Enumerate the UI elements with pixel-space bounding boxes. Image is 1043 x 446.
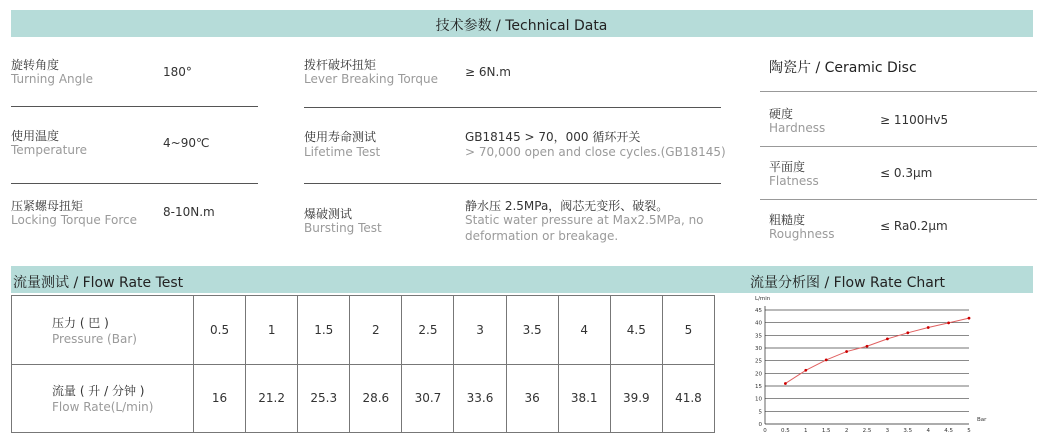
spec-locking-torque-en: Locking Torque Force xyxy=(11,213,137,227)
spec-turning-angle-en: Turning Angle xyxy=(11,72,93,86)
x-tick-label: 0 xyxy=(763,428,767,434)
x-tick-label: 1.5 xyxy=(821,428,831,434)
spec-lifetime-cn: 使用寿命测试 xyxy=(304,130,377,144)
x-tick-label: 4.5 xyxy=(944,428,953,434)
divider xyxy=(760,91,1037,92)
ceramic-flatness-value: ≤ 0.3μm xyxy=(880,166,933,180)
spec-temperature-cn: 使用温度 xyxy=(11,129,60,143)
x-axis-label: Bar xyxy=(977,417,987,423)
y-tick-label: 0 xyxy=(758,422,762,428)
flow-cell: 36 xyxy=(506,364,558,433)
x-tick-label: 3 xyxy=(885,428,890,434)
pressure-cell: 1 xyxy=(246,296,298,365)
y-tick-label: 45 xyxy=(755,308,762,314)
data-point xyxy=(866,345,869,348)
divider xyxy=(11,106,258,107)
pressure-cell: 4 xyxy=(558,296,610,365)
spec-bursting-value-en2: deformation or breakage. xyxy=(465,229,619,243)
spec-lever-torque-value: ≥ 6N.m xyxy=(465,65,511,79)
flow-chart-title: 流量分析图 / Flow Rate Chart xyxy=(750,275,946,291)
header-title: 技术参数 / Technical Data xyxy=(435,18,608,34)
data-point xyxy=(927,326,930,329)
y-tick-label: 25 xyxy=(755,358,762,365)
pressure-cell: 0.5 xyxy=(194,296,246,365)
flow-cell: 28.6 xyxy=(350,364,402,433)
spec-lifetime-value-en: > 70,000 open and close cycles.(GB18145) xyxy=(465,145,726,159)
x-tick-label: 1 xyxy=(804,428,808,434)
flow-cell: 41.8 xyxy=(662,364,714,433)
ceramic-roughness-cn: 粗糙度 xyxy=(769,213,806,227)
pressure-cell: 3 xyxy=(454,296,506,365)
pressure-cell: 3.5 xyxy=(506,296,558,365)
spec-turning-angle-cn: 旋转角度 xyxy=(11,58,60,72)
data-point xyxy=(886,337,889,340)
x-tick-label: 3.5 xyxy=(903,428,913,434)
data-point xyxy=(784,382,787,385)
ceramic-flatness-cn: 平面度 xyxy=(769,160,806,174)
flow-header xyxy=(12,364,194,433)
spec-locking-torque-cn: 压紧螺母扭矩 xyxy=(11,199,84,213)
flow-test-title: 流量测试 / Flow Rate Test xyxy=(13,275,184,291)
ceramic-hardness-value: ≥ 1100Hv5 xyxy=(880,113,949,127)
pressure-cell: 5 xyxy=(662,296,714,365)
ceramic-flatness-en: Flatness xyxy=(769,174,819,188)
x-tick-label: 5 xyxy=(967,428,971,434)
y-tick-label: 30 xyxy=(755,346,762,352)
flow-header-cn: 流量 ( 升 / 分钟 ) xyxy=(52,384,145,399)
flow-cell: 39.9 xyxy=(610,364,662,433)
data-point xyxy=(804,369,807,372)
y-tick-label: 10 xyxy=(755,396,762,403)
data-point xyxy=(947,322,950,325)
data-point xyxy=(906,331,909,334)
spec-bursting-value-cn: 静水压 2.5MPa，阀芯无变形、破裂。 xyxy=(465,199,669,213)
pressure-header-en: Pressure (Bar) xyxy=(52,331,137,346)
data-point xyxy=(845,350,848,353)
y-tick-label: 35 xyxy=(755,333,762,340)
pressure-header-cn: 压力 ( 巴 ) xyxy=(52,315,109,330)
pressure-cell: 1.5 xyxy=(298,296,350,365)
divider xyxy=(760,199,1037,200)
table-row xyxy=(12,364,715,433)
spec-lever-torque-en: Lever Breaking Torque xyxy=(304,72,439,86)
y-axis-label: L/min xyxy=(755,296,771,302)
flow-cell: 21.2 xyxy=(246,364,298,433)
flow-header-en: Flow Rate(L/min) xyxy=(52,400,154,415)
spec-lifetime-en: Lifetime Test xyxy=(304,145,381,159)
spec-temperature-en: Temperature xyxy=(11,143,88,157)
divider xyxy=(304,107,721,108)
y-tick-label: 20 xyxy=(755,371,762,378)
x-tick-label: 0.5 xyxy=(781,428,790,434)
y-tick-label: 40 xyxy=(755,320,762,327)
spec-bursting-en: Bursting Test xyxy=(304,221,382,235)
y-tick-label: 15 xyxy=(755,384,762,390)
flow-cell: 25.3 xyxy=(298,364,350,433)
spec-locking-torque-value: 8-10N.m xyxy=(163,205,215,219)
divider xyxy=(760,146,1037,147)
ceramic-roughness-value: ≤ Ra0.2μm xyxy=(880,219,948,233)
spec-bursting-cn: 爆破测试 xyxy=(304,207,353,221)
flow-rate-table xyxy=(11,295,715,433)
spec-lever-torque-cn: 拨杆破坏扭矩 xyxy=(304,58,377,72)
spec-turning-angle-value: 180° xyxy=(163,65,192,79)
divider xyxy=(304,183,721,184)
data-point xyxy=(825,359,828,362)
pressure-cell: 2.5 xyxy=(402,296,454,365)
flow-cell: 16 xyxy=(194,364,246,433)
flow-cell: 30.7 xyxy=(402,364,454,433)
spec-bursting-value-en: Static water pressure at Max2.5MPa, no xyxy=(465,213,704,227)
x-tick-label: 2.5 xyxy=(862,428,872,434)
x-tick-label: 4 xyxy=(926,428,930,434)
data-point xyxy=(968,317,971,320)
ceramic-hardness-cn: 硬度 xyxy=(769,107,794,121)
ceramic-roughness-en: Roughness xyxy=(769,227,835,241)
spec-temperature-value: 4~90℃ xyxy=(163,136,210,150)
flow-cell: 38.1 xyxy=(558,364,610,433)
flow-rate-chart xyxy=(740,293,1040,437)
flow-cell: 33.6 xyxy=(454,364,506,433)
pressure-cell: 2 xyxy=(350,296,402,365)
ceramic-hardness-en: Hardness xyxy=(769,121,826,135)
pressure-header xyxy=(12,296,194,365)
spec-lifetime-value-cn: GB18145 > 70，000 循环开关 xyxy=(465,130,641,144)
x-tick-label: 2 xyxy=(844,428,849,434)
divider xyxy=(11,183,258,184)
y-tick-label: 5 xyxy=(758,409,762,416)
table-row xyxy=(12,296,715,365)
pressure-cell: 4.5 xyxy=(610,296,662,365)
ceramic-title: 陶瓷片 / Ceramic Disc xyxy=(769,60,917,76)
